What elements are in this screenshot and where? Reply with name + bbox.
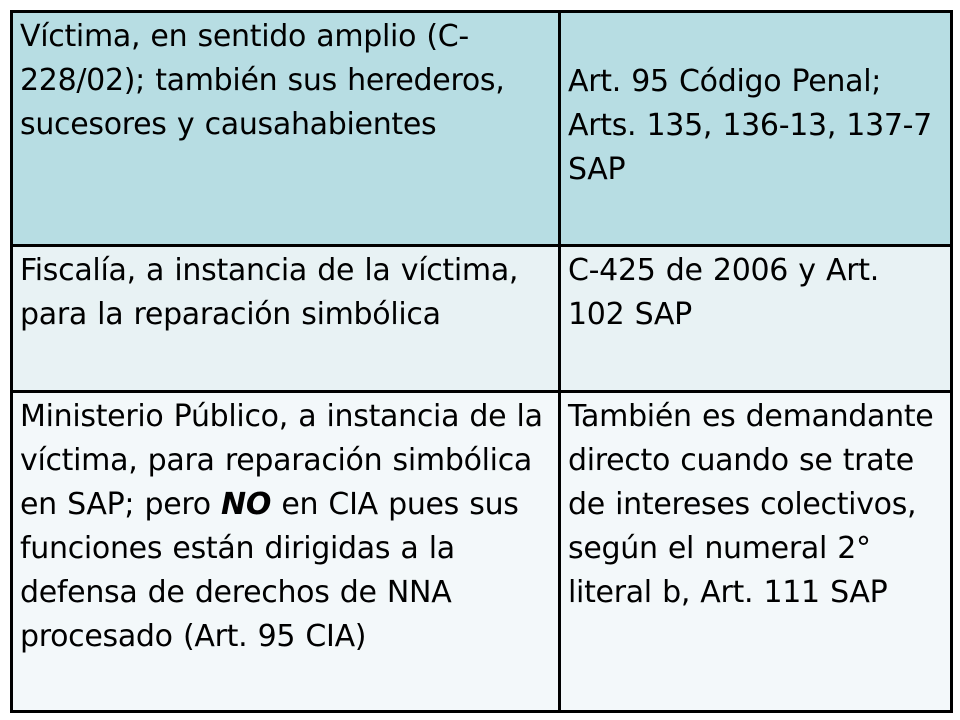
public-ministry-text-after: en CIA pues sus funciones están dirigidas a la defensa de derechos de NNA procesado (Art. 95 CIA) [20,487,519,654]
table-cell-victim: Víctima, en sentido amplio (C-228/02); también sus herederos, sucesores y causahabientes [12,12,560,246]
table-row [12,246,952,392]
legal-standing-table [10,10,953,713]
table-cell-public-ministry-reference: También es demandante directo cuando se trate de intereses colectivos, según el numeral 2° literal b, Art. 111 SAP [560,392,952,712]
table-row [12,12,952,246]
table-cell-public-ministry [12,392,560,712]
emphasis-no: NO [221,487,272,522]
table-cell-prosecutor-reference: C-425 de 2006 y Art. 102 SAP [560,246,952,392]
table-cell-victim-reference: Art. 95 Código Penal; Arts. 135, 136-13, 137-7 SAP [560,12,952,246]
public-ministry-text-before: Ministerio Público, a instancia de la víctima, para reparación simbólica en SAP; pero [20,399,543,522]
table-cell-prosecutor: Fiscalía, a instancia de la víctima, para la reparación simbólica [12,246,560,392]
table-row [12,392,952,712]
